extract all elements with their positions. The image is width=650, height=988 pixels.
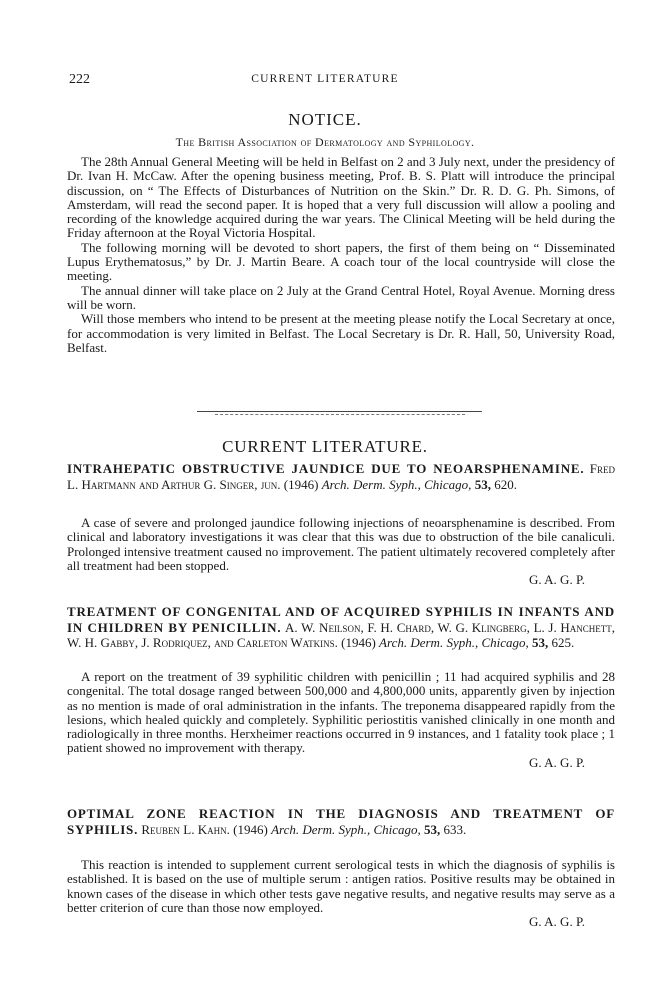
article-year: (1946) bbox=[283, 476, 319, 492]
notice-paragraph: The annual dinner will take place on 2 July at the Grand Central Hotel, Royal Avenue. Morning dress will be worn. bbox=[67, 282, 615, 312]
section-title: CURRENT LITERATURE. bbox=[222, 437, 428, 456]
article-page: 633. bbox=[443, 821, 467, 837]
running-head: CURRENT LITERATURE bbox=[251, 73, 399, 85]
notice-title: NOTICE. bbox=[288, 110, 362, 129]
article-journal: Arch. Derm. Syph., Chicago, bbox=[271, 821, 421, 837]
notice-paragraph: The following morning will be devoted to short papers, the first of them being on “ Disseminated Lupus Erythematosus,” by Dr. J. Martin Beare. A coach tour of the local countryside will close the meeting. bbox=[67, 239, 615, 284]
article-year: (1946) bbox=[341, 635, 376, 650]
article-journal: Arch. Derm. Syph., Chicago, bbox=[379, 635, 529, 650]
article-heading bbox=[67, 806, 615, 837]
page-number: 222 bbox=[69, 72, 90, 87]
article-journal: Arch. Derm. Syph., Chicago, bbox=[321, 476, 472, 492]
article-volume: 53, bbox=[532, 635, 549, 650]
section-divider-dashed bbox=[215, 414, 465, 415]
article-title: TREATMENT OF CONGENITAL AND OF ACQUIRED SYPHILIS IN INFANTS AND IN CHILDREN BY PENICILLIN. bbox=[67, 604, 615, 635]
article-heading bbox=[67, 461, 615, 492]
article-heading bbox=[67, 604, 615, 651]
article-authors: Fred L. Hartmann and Arthur G. Singer, jun. bbox=[67, 461, 616, 492]
article-abstract: A case of severe and prolonged jaundice following injections of neoarsphenamine is described. From clinical and laboratory investigations it was clear that this was due to obstruction of the bile canaliculi. Prolonged intensive treatment caused no improvement. The patient ultimately recovered completely after all treatment had been stopped. bbox=[67, 515, 615, 573]
notice-body bbox=[67, 155, 615, 355]
article-title: OPTIMAL ZONE REACTION IN THE DIAGNOSIS AND TREATMENT OF SYPHILIS. bbox=[67, 806, 615, 837]
article-page: 625. bbox=[551, 635, 575, 650]
article-signature: G. A. G. P. bbox=[529, 572, 585, 588]
article-body bbox=[67, 670, 615, 770]
article-title: INTRAHEPATIC OBSTRUCTIVE JAUNDICE DUE TO NEOARSPHENAMINE. bbox=[67, 461, 585, 476]
article-volume: 53, bbox=[424, 821, 441, 837]
notice-paragraph: Will those members who intend to be present at the meeting please notify the Local Secretary at once, for accommodation is very limited in Belfast. The Local Secretary is Dr. R. Hall, 50, University Road, Belfast. bbox=[67, 311, 615, 355]
article-body bbox=[67, 858, 615, 929]
article-abstract: This reaction is intended to supplement current serological tests in which the diagnosis of syphilis is established. It is based on the use of multiple serum : antigen ratios. Positive results may be obtained in known cases of the disease in which other tests gave negative results, and negative results may serve as a better criterion of cure than those now employed. bbox=[67, 857, 615, 915]
article-signature: G. A. G. P. bbox=[529, 914, 585, 930]
notice-paragraph: The 28th Annual General Meeting will be held in Belfast on 2 and 3 July next, under the presidency of Dr. Ivan H. McCaw. After the opening business meeting, Prof. B. S. Platt will introduce the principal discussion, on “ The Effects of Disturbances of Nutrition on the Skin.” Dr. R. D. G. Ph. Simons, of Amsterdam, will read the second paper. It is hoped that a very full discussion will allow a pooling and recording of the knowledge acquired during the war years. The Clinical Meeting will be held during the Friday afternoon at the Royal Victoria Hospital. bbox=[67, 154, 615, 241]
article-volume: 53, bbox=[474, 476, 491, 492]
association-name: The British Association of Dermatology and Syphilology. bbox=[175, 135, 475, 149]
article-authors: Reuben L. Kahn. bbox=[141, 821, 230, 837]
article-abstract: A report on the treatment of 39 syphilitic children with penicillin ; 11 had acquired syphilis and 28 congenital. The total dosage ranged between 500,000 and 4,800,000 units, apparently given by injection as no mention is made of oral administration in the infants. The treponema disappeared rapidly from the lesions, which healed quickly and completely. Syphilitic periostitis vanished clinically in one month and radiologically in three months. Herxheimer reactions occurred in 9 instances, and 1 fatality took place ; 1 patient showed no improvement with therapy. bbox=[67, 669, 615, 756]
article-authors: A. W. Neilson, F. H. Chard, W. G. Klingberg, L. J. Hanchett, W. H. Gabby, J. Rodriquez, and Carleton Watkins. bbox=[67, 619, 615, 650]
section-divider bbox=[197, 411, 482, 412]
article-signature: G. A. G. P. bbox=[529, 754, 585, 770]
article-year: (1946) bbox=[233, 821, 268, 837]
article-body bbox=[67, 516, 615, 587]
article-page: 620. bbox=[494, 476, 517, 492]
